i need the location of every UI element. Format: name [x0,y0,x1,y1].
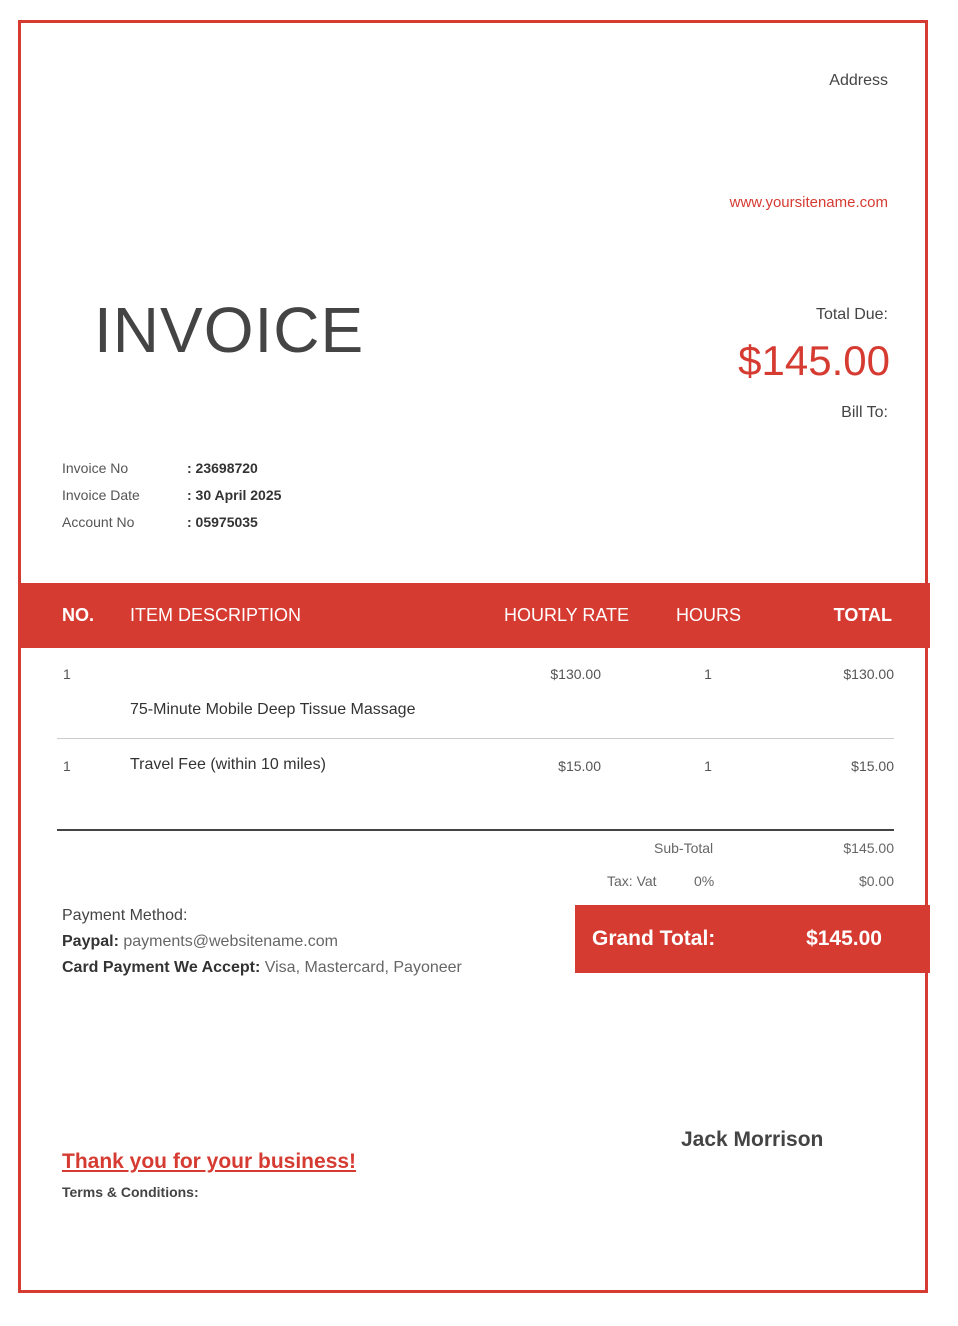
invoice-date-row [62,481,281,508]
payment-method [62,903,462,981]
account-number: : 05975035 [187,513,258,530]
total-due-label: Total Due: [815,306,888,323]
tax-value: $0.00 [858,873,894,889]
payment-heading: Payment Method: [62,907,188,924]
table-bottom-divider [57,829,894,831]
meta-label: Invoice Date [62,486,140,503]
tax-rate: 0% [694,873,715,889]
invoice-number-row [62,454,281,481]
subtotal-value: $145.00 [843,840,894,856]
paypal-label: Paypal: [62,933,119,950]
column-header-hours: HOURS [676,605,742,625]
invoice-date: : 30 April 2025 [187,486,282,503]
meta-label: Invoice No [62,459,129,476]
company-address: Address [829,72,888,89]
subtotal-label: Sub-Total [654,840,714,856]
items-table-header [20,583,930,648]
item-rate: $130.00 [550,666,601,682]
website-link[interactable]: www.yoursitename.com [729,194,888,211]
item-total: $130.00 [843,666,894,682]
paypal-email[interactable]: payments@websitename.com [123,933,338,950]
bill-to-label: Bill To: [841,404,888,421]
total-due-amount: $145.00 [738,337,890,384]
cards-label: Card Payment We Accept: [62,959,261,976]
tax-label: Tax: Vat [607,873,657,889]
cards-accepted: Visa, Mastercard, Payoneer [264,959,462,976]
column-header-no: NO. [62,605,95,625]
invoice-meta [62,454,281,535]
meta-label: Account No [62,513,135,530]
account-number-row [62,508,281,535]
thank-you-message: Thank you for your business! [62,1150,357,1173]
table-row [57,756,894,786]
column-header-rate: HOURLY RATE [504,605,630,625]
signer-name: Jack Morrison [681,1128,824,1151]
terms-label: Terms & Conditions: [62,1184,199,1200]
grand-total-label: Grand Total: [592,927,716,950]
item-total: $15.00 [851,758,894,774]
item-number: 1 [63,758,71,774]
paypal-line [62,929,462,955]
invoice-title: INVOICE [94,294,365,366]
item-description: Travel Fee (within 10 miles) [130,756,326,773]
column-header-total: TOTAL [833,605,892,625]
column-header-description: ITEM DESCRIPTION [130,605,302,625]
item-hours: 1 [704,666,712,682]
grand-total-box [575,905,930,973]
grand-total-value: $145.00 [806,927,882,950]
table-row [57,664,894,734]
cards-line [62,955,462,981]
row-divider [57,738,894,739]
item-hours: 1 [704,758,712,774]
item-description: 75-Minute Mobile Deep Tissue Massage [130,701,416,718]
item-rate: $15.00 [558,758,601,774]
invoice-number: : 23698720 [187,459,258,476]
item-number: 1 [63,666,71,682]
